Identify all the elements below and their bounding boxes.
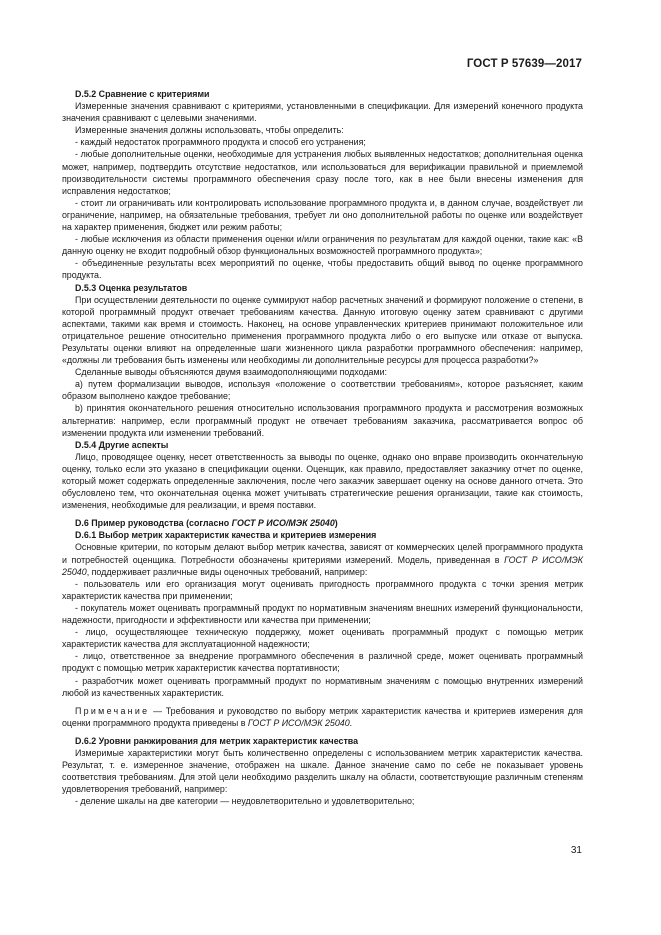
paragraph: Измеренные значения сравнивают с критериями, установленными в спецификации. Для измерений конечного продукта значения сравнивают с целевыми значениями. <box>62 101 583 124</box>
list-item: - лицо, ответственное за внедрение программного обеспечения в различной среде, может оценивать программный продукт с помощью метрик характеристик качества портативности; <box>62 651 583 674</box>
heading-d52: D.5.2 Сравнение с критериями <box>75 89 210 99</box>
list-item: а) путем формализации выводов, используя «положение о соответствии требованиям», которое разъясняет, каким образом выполнено каждое требование; <box>62 379 583 402</box>
list-item: - любые дополнительные оценки, необходимые для устранения любых выявленных недостатков; дополнительная оценка может, например, подтвердить отсутствие недостатков, или использоваться для верификации правильной и приемлемой производительности системы программного обеспечения сразу после того, как в нее были внесены изменения для исправления недостатков; <box>62 149 583 196</box>
note-label: Примечание <box>75 705 150 716</box>
paragraph: При осуществлении деятельности по оценке суммируют набор расчетных значений и формируют положение о степени, в которой программный продукт отвечает требованиям качества. Данную итоговую оценку затем сравнивают с другими аспектами, такими как время и стоимость. Наконец, на основе управленческих критериев принимают положительное или отрицательное решение относительно применения программного продукта либо о его выпуске или отказе от выпуска. Результаты оценки влияют на определенные шаги жизненного цикла разработки программного обеспечения: например, «должны ли требования быть изменены или необходимы ли дополнительные ресурсы для процесса разработки?» <box>62 294 583 366</box>
list-item: - пользователь или его организация могут оценивать пригодность программного продукта с точки зрения метрик характеристик качества при применении; <box>62 578 583 601</box>
list-item: b) принятия окончательного решения относительно использования программного продукта и рассмотрения возможных альтернатив: например, если программный продукт не отвечает требованиям заказчика, рассматривается вопрос об изменении продукта или изменении требований. <box>62 403 583 438</box>
paragraph: Лицо, проводящее оценку, несет ответственность за выводы по оценке, однако оно вправе производить окончательную оценку, только если это указано в спецификации оценки. Оценщик, как правило, предоставляет заказчику отчет по оценке, который может содержать определенные заключения, после чего заказчик завершает оценку на основе данного отчета. Это обусловлено тем, что окончательная оценка может учитывать стратегические решения организации, такие как стоимость, изменения, необходимые для реализации, и время поставки. <box>62 451 583 511</box>
list-item: - каждый недостаток программного продукта и способ его устранения; <box>75 137 366 148</box>
note-text: — Требования и руководство по выбору метрик характеристик качества и критериев измерения для оценки программного продукта приведены в <box>62 705 583 728</box>
paragraph: Измеримые характеристики могут быть количественно определены с использованием метрик характеристик качества. Результат, т. е. измеренное значение, отображен на шкале. Данное значение само по себе не показывает уровень соответствия требованиям. Для этой цели необходимо разделить шкалу на области, соответствующие различным степеням удовлетворения требований, например: <box>62 747 583 795</box>
heading-d54: D.5.4 Другие аспекты <box>75 439 169 450</box>
heading-d61: D.6.1 Выбор метрик характеристик качества и критериев измерения <box>75 530 377 541</box>
list-item: - лицо, осуществляющее техническую поддержку, может оценивать программный продукт с помощью метрик характеристик качества для эксплуатационной надежности; <box>62 627 583 650</box>
standard-reference: ГОСТ Р ИСО/МЭК 25040 <box>231 518 335 529</box>
paragraph: Сделанные выводы объясняются двумя взаимодополняющими подходами: <box>75 367 388 378</box>
note <box>62 705 583 729</box>
heading-d53: D.5.3 Оценка результатов <box>75 282 188 293</box>
page-number: 31 <box>570 845 582 856</box>
list-item: - стоит ли ограничивать или контролировать использование программного продукта и, в данном случае, воздействует ли ограничение, например, на обязательные требования, требует ли оно дополнительной работы по оценке или воздействует на характер применения, бюджет или режим работы; <box>62 197 583 233</box>
list-item: - деление шкалы на две категории — неудовлетворительно и удовлетворительно; <box>75 796 415 807</box>
document-code: ГОСТ Р 57639—2017 <box>466 58 582 70</box>
paragraph <box>62 541 583 577</box>
paragraph-text: , поддерживает различные виды оценочных требований, например: <box>86 566 368 577</box>
list-item: - разработчик может оценивать программный продукт по нормативным значениям с помощью внутренних измерений любой из качественных характеристик. <box>62 675 583 698</box>
heading-text: D.6 Пример руководства (согласно <box>75 518 232 529</box>
heading-text: ) <box>334 518 338 529</box>
note-text: . <box>349 717 353 728</box>
paragraph: Измеренные значения должны использовать, чтобы определить: <box>75 125 344 136</box>
list-item: - любые исключения из области применения оценки и/или ограничения по результатам для каждой оценки, такие как: «В данную оценку не входит подробный обзор функциональных возможностей программного продукта»; <box>62 234 583 257</box>
standard-reference: ГОСТ Р ИСО/МЭК 25040 <box>62 554 583 577</box>
heading-d6 <box>62 517 583 529</box>
standard-reference: ГОСТ Р ИСО/МЭК 25040 <box>247 717 350 728</box>
page-body <box>62 88 583 807</box>
heading-d62: D.6.2 Уровни ранжирования для метрик характеристик качества <box>75 735 359 746</box>
paragraph-text: Основные критерии, по которым делают выбор метрик качества, зависят от коммерческих целей программного продукта и потребностей оценщика. Потребности обозначены критериями измерений. Модель, приведенная в <box>62 542 583 565</box>
list-item: - покупатель может оценивать программный продукт по нормативным значениям внешних измерений функциональности, надежности, пригодности и эффективности или качества при применении; <box>62 602 583 626</box>
list-item: - объединенные результаты всех мероприятий по оценке, чтобы предоставить общий вывод по оценке программного продукта. <box>62 258 583 281</box>
